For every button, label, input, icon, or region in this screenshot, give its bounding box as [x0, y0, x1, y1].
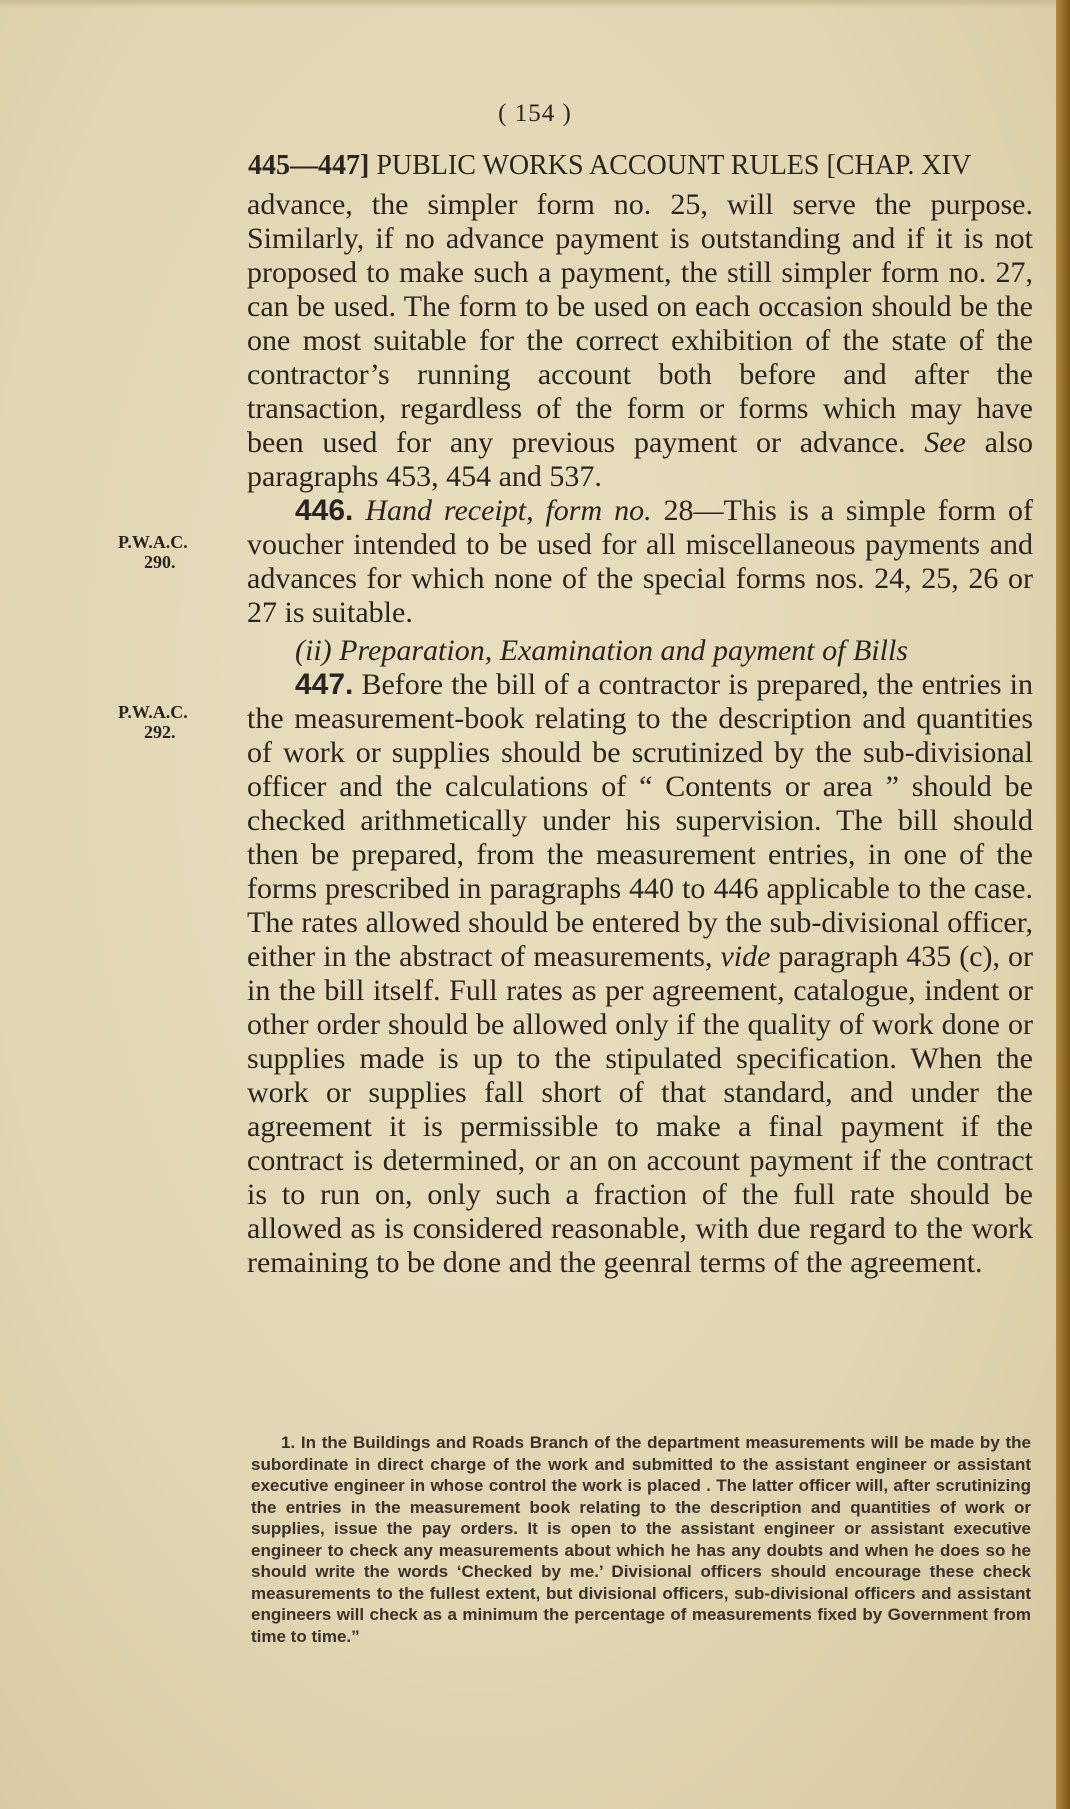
running-head-title: PUBLIC WORKS ACCOUNT RULES — [376, 150, 820, 181]
margin-note-446 — [118, 532, 228, 572]
margin-note-label: P.W.A.C. — [118, 532, 188, 552]
see-reference: See — [924, 426, 966, 459]
continuation-text: advance, the simpler form no. 25, will serve the purpose. Similarly, if no advance payment is outstanding and if it is not proposed to make such a payment, the still simpler form no. 27, can be used. The form to be used on each occasion should be the one most suitable for the correct exhibition of the state of the contractor’s running account both before and after the transaction, regardless of the form or forms which may have been used for any previous payment or advance. — [247, 188, 1033, 459]
running-head-chapter: [CHAP. XIV — [826, 150, 972, 181]
paragraph-447 — [247, 668, 1033, 1280]
paragraph-number: 447. — [295, 668, 354, 701]
page-number: ( 154 ) — [498, 100, 572, 127]
paragraph-heading: Hand receipt, form no. — [365, 494, 652, 527]
body-text — [247, 188, 1033, 1280]
footnote-text: 1. In the Buildings and Roads Branch of the department measurements will be made by the subordinate in direct charge of the work and submitted to the assistant engineer or assistant executive engineer in whose control the work is placed . The latter officer will, after scrutinizing the entries in the measurement book relating to the description and quantities of work or supplies, issue the pay orders. It is open to the assistant engineer or assistant executive engineer to check any measurements about which he has any doubts and when he does so he should write the words ‘Checked by me.’ Divisional officers should encourage these check measurements to the fullest extent, but divisional officers, sub-divisional officers and assistant engineers will check as a minimum the percentage of measurements fixed by Government from time to time.” — [251, 1433, 1031, 1646]
margin-note-number: 290. — [144, 552, 176, 572]
vide-reference: vide — [720, 940, 771, 973]
margin-note-number: 292. — [144, 722, 176, 742]
margin-note-label: P.W.A.C. — [118, 702, 188, 722]
section-subheading: (ii) Preparation, Examination and payment of Bills — [295, 634, 908, 667]
page-binding-edge — [1056, 0, 1070, 1809]
paragraph-text: 28—This is a simple form of voucher intended to be used for all miscellaneous payments and advances for which none of the special forms nos. 24, 25, 26 or 27 is suitable. — [247, 494, 1034, 629]
page-top-shadow — [0, 0, 1070, 8]
margin-note-447 — [118, 702, 228, 742]
running-head-paragraph-range: 445—447] — [248, 150, 370, 181]
paragraph-text: Before the bill of a contractor is prepared, the entries in the measurement-book relating to the description and quantities of work or supplies should be scrutinized by the sub-divisional officer and the calculations of “ Contents or area ” should be checked arithmetically under his supervision. The bill should then be prepared, from the measurement entries, in one of the forms prescribed in paragraphs 440 to 446 applicable to the case. The rates allowed should be entered by the sub-divisional officer, either in the abstract of measurements, — [247, 668, 1033, 973]
paragraph-446 — [247, 494, 1033, 630]
continuation-paragraph — [247, 188, 1033, 494]
running-head — [248, 150, 1028, 182]
continuation-text-end: also paragraphs 453, 454 and 537. — [247, 426, 1033, 493]
paragraph-text-end: paragraph 435 (c), or in the bill itself. Full rates as per agreement, catalogue, indent or other order should be allowed only if the quality of work done or supplies made is up to the stipulated specification. When the work or supplies fall short of that standard, and under the agreement it is permissible to make a final payment if the contract is determined, or an on account payment if the contract is to run on, only such a fraction of the full rate should be allowed as is considered reasonable, with due regard to the work remaining to be done and the geenral terms of the agreement. — [247, 940, 1033, 1279]
footnote — [251, 1432, 1031, 1647]
paragraph-number: 446. — [295, 494, 354, 527]
